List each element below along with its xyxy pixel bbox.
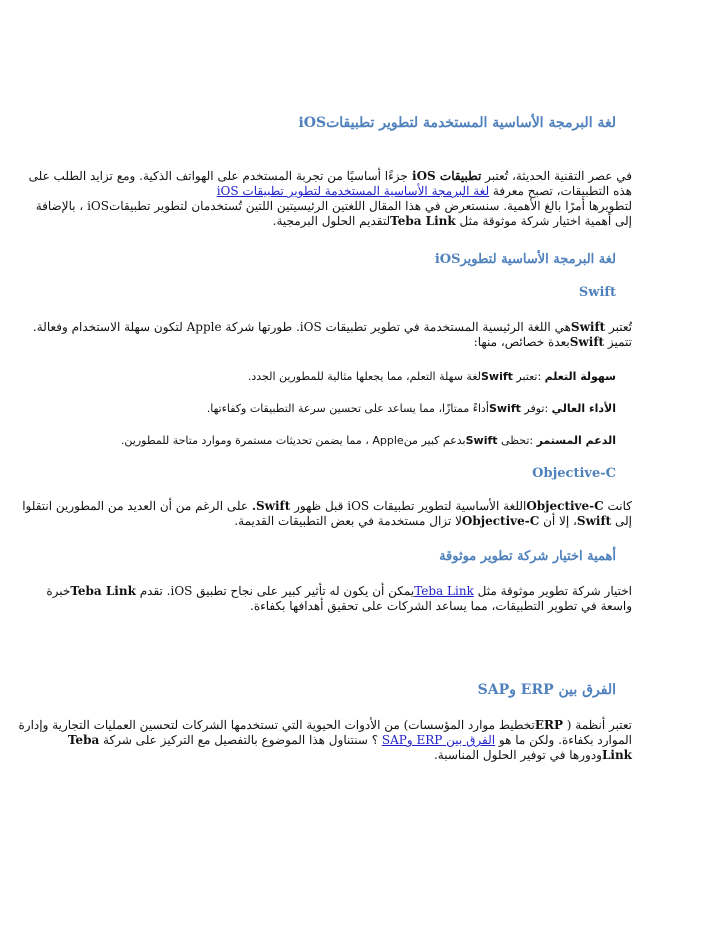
swift-line-2: تتميز Swiftبعدة خصائص، منها: (473, 335, 632, 349)
erp-line-3: Linkودورها في توفير الحلول المناسبة. (433, 748, 632, 762)
objc-line-1: كانت Objective-Cاللغة الأساسية لتطوير تطبيقات iOS قبل ظهور Swift. على الرغم من أن العديد من المطورين انتقلوا (22, 499, 632, 513)
intro-line-1: في عصر التقنية الحديثة، تُعتبر تطبيقات iOS جزءًا أساسيًا من تجربة المستخدم على الهواتف الذكية. ومع تزايد الطلب على (28, 169, 632, 183)
feature-item: الدعم المستمر :تحظى Swiftبدعم كبير منApple ، مما يضمن تحديثات مستمرة وموارد متاحة للمطورين. (120, 434, 616, 447)
erp-paragraph (18, 718, 632, 763)
section-heading-objective-c: Objective-C (532, 466, 616, 481)
intro-paragraph (28, 169, 632, 229)
intro-line-4: إلى أهمية اختيار شركة موثوقة مثل Teba Linkلتقديم الحلول البرمجية. (272, 214, 632, 228)
importance-line-1: اختيار شركة تطوير موثوقة مثل Teba Linkيمكن أن يكون له تأثير كبير على نجاح تطبيق iOS. تقدم Teba Linkخبرة (46, 584, 632, 598)
intro-line-2: هذه التطبيقات، تصبح معرفة لغة البرمجة الأساسية المستخدمة لتطوير تطبيقات iOS (216, 184, 632, 198)
importance-line-2: واسعة في تطوير التطبيقات، مما يساعد الشركات على تحقيق أهدافها بكفاءة. (250, 599, 632, 613)
section-heading-erp-sap: الفرق بين ERP وSAP (477, 682, 616, 698)
intro-line-3: لتطويرها أمرًا بالغ الأهمية. سنستعرض في هذا المقال اللغتين الرئيسيتين اللتين تُستخدمان لتطوير تطبيقاتiOS ، بالإضافة (35, 199, 632, 213)
erp-sap-link[interactable]: الفرق بين ERP وSAP (381, 733, 496, 747)
erp-line-1: تعتبر أنظمة ( ERPتخطيط موارد المؤسسات) من الأدوات الحيوية التي تستخدمها الشركات لتحسين العمليات التجارية وإدارة (18, 718, 632, 732)
swift-line-1: تُعتبر Swiftهي اللغة الرئيسية المستخدمة في تطوير تطبيقات iOS. طورتها شركة Apple لتكون سهلة الاستخدام وفعالة. (32, 320, 632, 334)
objc-line-2: إلى Swift، إلا أن Objective-Cلا تزال مستخدمة في بعض التطبيقات القديمة. (234, 514, 632, 528)
erp-line-2: الموارد بكفاءة. ولكن ما هو الفرق بين ERP وSAP ؟ سنتناول هذا الموضوع بالتفصيل مع التركيز على شركة Teba (67, 733, 632, 747)
ios-language-link[interactable]: لغة البرمجة الأساسية المستخدمة لتطوير تطبيقات iOS (216, 184, 490, 198)
section-heading-importance: أهمية اختيار شركة تطوير موثوقة (439, 549, 616, 564)
objective-c-paragraph (22, 499, 632, 529)
section-heading-ios: لغة البرمجة الأساسية لتطويرiOS (434, 252, 616, 267)
feature-item: سهولة التعلم :تعتبر Swiftلغة سهلة التعلم، مما يجعلها مثالية للمطورين الجدد. (247, 370, 616, 383)
title-heading: لغة البرمجة الأساسية المستخدمة لتطوير تطبيقاتiOS (298, 115, 616, 131)
teba-link-link[interactable]: Teba Link (414, 584, 474, 598)
swift-paragraph (32, 320, 632, 350)
feature-item: الأداء العالي :توفر Swiftأداءً ممتازًا، مما يساعد على تحسين سرعة التطبيقات وكفاءتها. (206, 402, 616, 415)
importance-paragraph (46, 584, 632, 614)
section-heading-swift: Swift (578, 285, 616, 300)
